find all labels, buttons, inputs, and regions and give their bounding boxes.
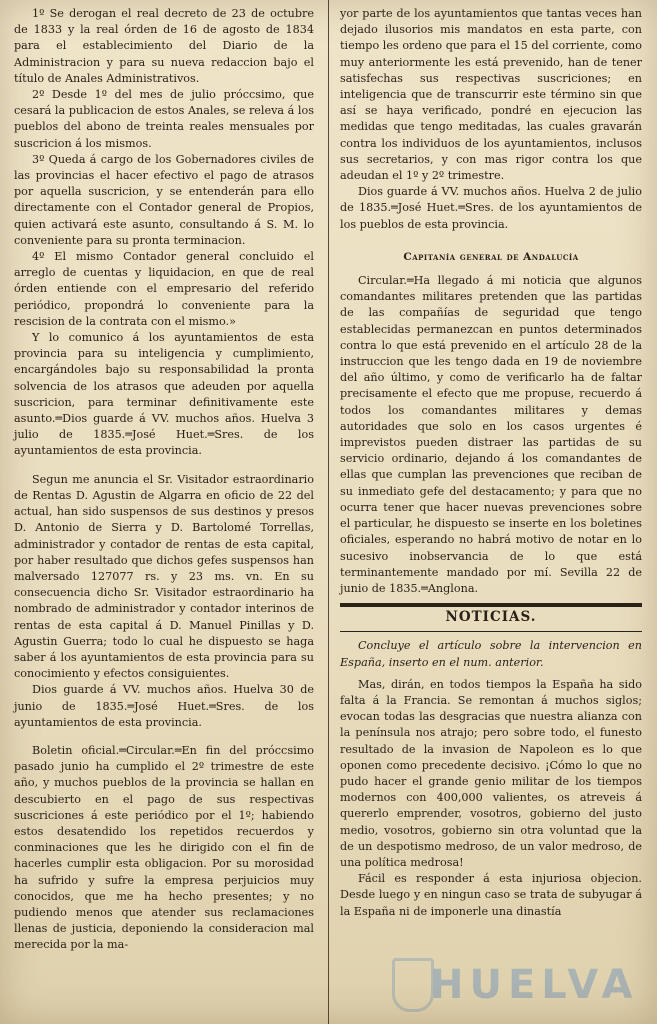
column-divider	[328, 0, 329, 1024]
paragraph-visitador: Segun me anuncia el Sr. Visitador estraordinario de Rentas D. Agustin de Algarra en oficio de 22 del actual, han sido suspensos de sus destinos y presos D. Antonio de Sierra y D. Bartolomé Torrellas, administrador y contador de rentas de esta capital, por haber resultado que dichos gefes suspensos han malversado 127077 rs. y 23 ms. vn. En su consecuencia dicho Sr. Visitador estraordinario ha nombrado de administrador y contador interinos de rentas de esta capital á D. Manuel Pinillas y D. Agustin Guerra; todo lo cual he dispuesto se haga saber á los ayuntamientos de esta provincia para su conocimiento y efectos consiguientes.	[14, 472, 314, 681]
watermark-huelva: HUELVA	[430, 962, 639, 1008]
noticias-rule-thin	[340, 631, 642, 632]
noticias-subtitle: Concluye el artículo sobre la intervencion en España, inserto en el num. anterior.	[340, 639, 642, 669]
paragraph-comunico: Y lo comunico á los ayuntamientos de esta provincia para su inteligencia y cumplimiento, encargándoles bajo su responsabilidad la pronta solvencia de los atrasos que adeuden por aquella suscricion, para terminar definitivamente este asunto.═Dios guarde á VV. muchos años. Huelva 3 julio de 1835.═José Huet.═Sres. de los ayuntamientos de esta provincia.	[14, 331, 314, 458]
decree-article-4: 4º El mismo Contador general concluido el arreglo de cuentas y liquidacion, en que de real órden entiende con el empresario del referido periódico, propondrá lo conveniente para la rescision de la contrata con el mismo.»	[14, 250, 314, 328]
decree-article-1: 1º Se derogan el real decreto de 23 de octubre de 1833 y la real órden de 16 de agosto de 1834 para el establecimiento del Diario de la Administracion y para su nueva redaccion bajo el título de Anales Administrativos.	[14, 7, 314, 85]
left-column	[14, 6, 314, 954]
section-heading-capitania: Capitanía general de Andalucía	[403, 250, 579, 263]
paragraph-mas-diran: Mas, dirán, en todos tiempos la España ha sido falta á la Francia. Se remontan á muchos siglos; evocan todas las desgracias que nuestra alianza con la península nos atrajo; pero sobre todo, el funesto resultado de la invasion de Napoleon es lo que oponen como precedente decisivo. ¡Cómo lo que no pudo hacer el grande genio militar de los tiempos modernos con 400,000 valientes, os atreveis á quererlo emprender, vosotros, gobierno del justo medio, vosotros, gobierno sin otra voluntad que la de un despotismo medroso, de un valor medroso, de una política medrosa!	[340, 677, 642, 869]
decree-article-3: 3º Queda á cargo de los Gobernadores civiles de las provincias el hacer efectivo el pago de atrasos por aquella suscricion, y se entenderán para ello directamente con el Contador general de Propios, quien activará este asunto, consultando á S. M. lo conveniente para su pronta terminacion.	[14, 152, 314, 247]
paragraph-signature-2-julio: Dios guarde á VV. muchos años. Huelva 2 de julio de 1835.═José Huet.═Sres. de los ayuntamientos de los pueblos de esta provincia.	[340, 185, 642, 231]
paragraph-facil: Fácil es responder á esta injuriosa objecion. Desde luego y en ningun caso se trata de subyugar á la España ni de imponerle una dinastía	[340, 872, 642, 918]
decree-article-2: 2º Desde 1º del mes de julio próccsimo, que cesará la publicacion de estos Anales, se releva á los pueblos del abono de treinta reales mensuales por suscricion á los mismos.	[14, 88, 314, 150]
paragraph-circular-anglona: Circular.═Ha llegado á mi noticia que algunos comandantes militares pretenden que las partidas de las compañías de seguridad que tengo establecidas permanezcan en puntos determinados contra lo que está prevenido en el artículo 28 de la instruccion que les tengo dada en 19 de noviembre del año último, y como de verificarlo ha de faltar precisamente el efecto que me propuse, recuerdo á todos los comandantes militares y demas autoridades que solo en los casos urgentes é imprevistos pueden distraer las partidas de su servicio ordinario, dejando á los comandantes de ellas que cumplan las prevenciones que reciban de su inmediato gefe del destacamento; y para que no ocurra tener que hacer nuevas prevenciones sobre el particular, he dispuesto se inserte en los boletines oficiales, esperando no habrá motivo de notar en lo sucesivo inobservancia de lo que está terminantemente mandado por mí. Sevilla 22 de junio de 1835.═Anglona.	[340, 274, 642, 595]
paragraph-continuation: yor parte de los ayuntamientos que tantas veces han dejado ilusorios mis mandatos en esta parte, con tiempo les ordeno que para el 15 del corriente, como muy anteriormente les está prevenido, han de tener satisfechas sus respectivas suscriciones; en inteligencia que de transcurrir este término sin que así se haya verificado, pondré en ejecucion las medidas que tengo meditadas, las cuales gravarán contra los individuos de los ayuntamientos, inclusos sus secretarios, y con mas rigor contra los que adeudan el 1º y 2º trimestre.	[340, 7, 642, 183]
paragraph-boletin-circular: Boletin oficial.═Circular.═En fin del próccsimo pasado junio ha cumplido el 2º trimestre de este año, y muchos pueblos de la provincia se hallan en descubierto en el pago de sus respectivas suscriciones á este periódico por el 1º; habiendo estos desatendido los repetidos recuerdos y conminaciones que les he dirigido con el fin de hacerles cumplir esta obligacion. Por su morosidad ha sufrido y sufre la empresa perjuicios muy conocidos, que me ha hecho presentes; y no pudiendo menos que atender sus reclamaciones llenas de justicia, deponiendo la consideracion mal merecida por la ma-	[14, 743, 314, 952]
archive-seal-icon	[392, 958, 434, 1012]
paragraph-signature-30-junio: Dios guarde á VV. muchos años. Huelva 30 de junio de 1835.═José Huet.═Sres. de los ayuntamientos de esta provincia.	[14, 683, 314, 729]
noticias-rule-thick	[340, 603, 642, 607]
noticias-title: NOTICIAS.	[445, 609, 537, 626]
right-column	[340, 6, 642, 920]
